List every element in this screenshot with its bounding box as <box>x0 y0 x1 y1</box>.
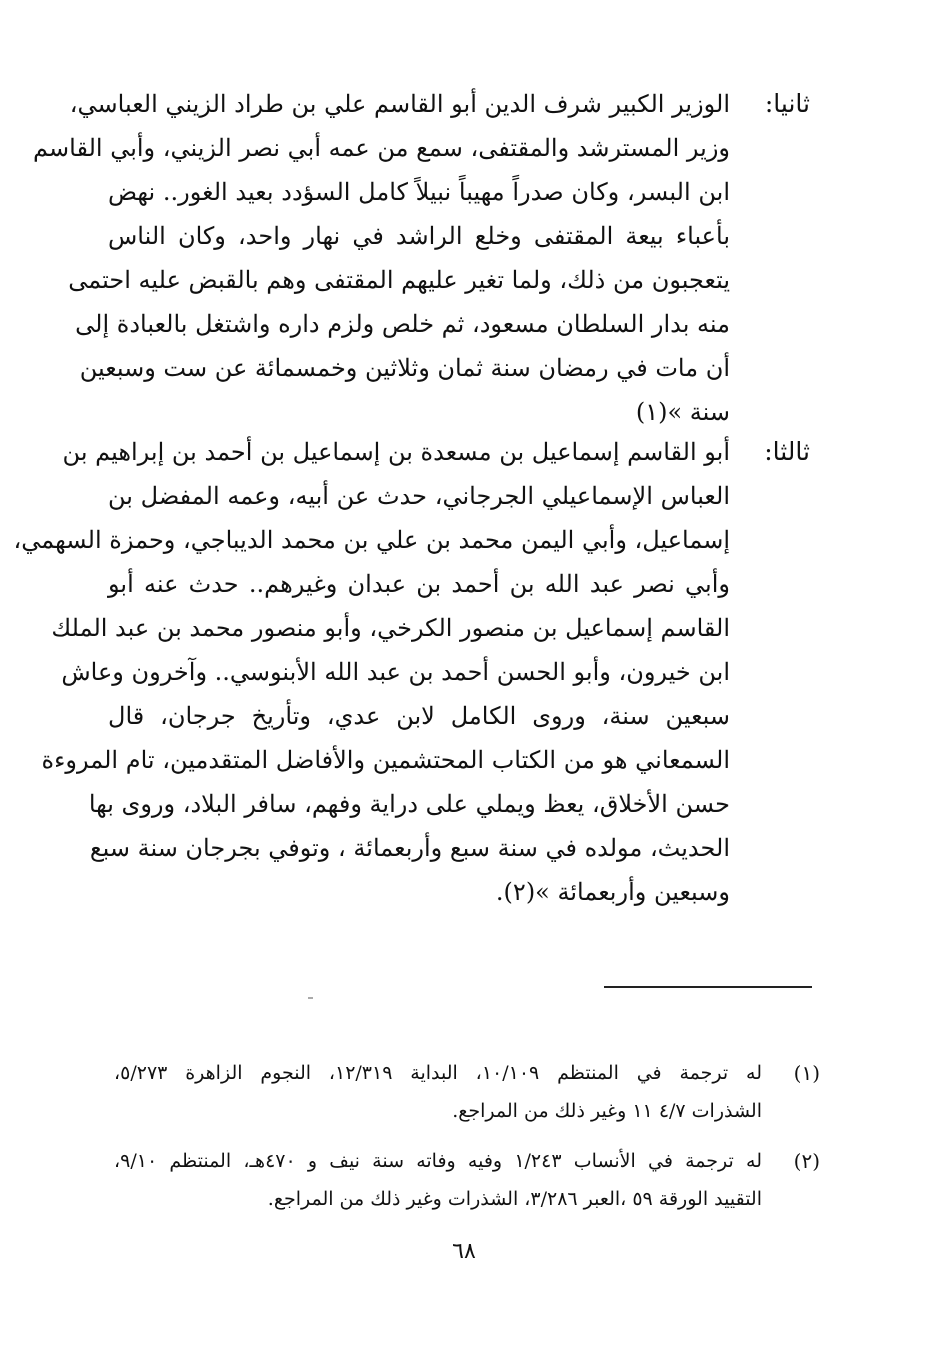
footnote-line: التقييد الورقة ٥٩ ،العبر ٣/٢٨٦، الشذرات وغير ذلك من المراجع. <box>267 1188 762 1210</box>
text-line: إسماعيل، وأبي اليمن محمد بن علي بن محمد الديباجي، وحمزة السهمي، <box>13 526 730 554</box>
footnote-line: الشذرات ٤/٧ ١١ وغير ذلك من المراجع. <box>452 1100 762 1122</box>
entry-label: ثانيا: <box>764 89 810 118</box>
text-line: يتعجبون من ذلك، ولما تغير عليهم المقتفى وهم بالقبض عليه احتمى <box>68 266 730 294</box>
text-line: سبعين سنة، وروى الكامل لابن عدي، وتأريخ جرجان، قال <box>108 702 730 730</box>
text-line: القاسم إسماعيل بن منصور الكرخي، وأبو منصور محمد بن عبد الملك <box>51 614 730 642</box>
footnote <box>0 1142 928 1230</box>
entry-label: ثالثا: <box>764 437 810 466</box>
text-line: حسن الأخلاق، يعظ ويملي على دراية وفهم، سافر البلاد، وروى بها <box>88 790 730 818</box>
footnote-number: (٢) <box>793 1149 820 1173</box>
text-line: العباس الإسماعيلي الجرجاني، حدث عن أبيه، وعمه المفضل بن <box>108 482 730 510</box>
text-line: الوزير الكبير شرف الدين أبو القاسم علي بن طراد الزيني العباسي، <box>69 90 730 118</box>
text-line: بأعباء بيعة المقتفى وخلع الراشد في نهار واحد، وكان الناس <box>108 222 730 250</box>
footnote-number: (١) <box>793 1061 820 1085</box>
text-line: وسبعين وأربعمائة »(٢). <box>495 878 730 906</box>
text-line: أن مات في رمضان سنة ثمان وثلاثين وخمسمائة عن ست وسبعين <box>79 354 730 382</box>
footnote-text <box>114 1054 762 1130</box>
text-line: ابن البسر، وكان صدراً مهيباً نبيلاً كامل السؤدد بعيد الغور.. نهض <box>108 178 730 206</box>
entry-text <box>33 82 730 434</box>
text-line: الحديث، مولده في سنة سبع وأربعمائة ، وتوفي بجرجان سنة سبع <box>89 834 730 862</box>
text-line: ابن خيرون، وأبو الحسن أحمد بن عبد الله الأبنوسي.. وآخرون وعاش <box>61 658 730 686</box>
text-line: سنة »(١) <box>635 398 730 426</box>
text-line: السمعاني هو من الكتاب المحتشمين والأفاضل المتقدمين، تام المروءة <box>41 746 730 774</box>
page-number: ٦٨ <box>452 1239 476 1264</box>
footnote-line: له ترجمة في المنتظم ١٠/١٠٩، البداية ١٢/٣١٩، النجوم الزاهرة ٥/٢٧٣، <box>114 1062 762 1084</box>
entry-text <box>13 430 730 914</box>
print-speck <box>308 997 313 999</box>
footnote <box>0 1054 928 1142</box>
footnotes <box>0 1054 928 1230</box>
text-line: أبو القاسم إسماعيل بن مسعدة بن إسماعيل بن أحمد بن إبراهيم بن <box>62 438 730 466</box>
footnote-separator <box>604 986 812 988</box>
footnote-text <box>114 1142 762 1218</box>
text-line: وزير المسترشد والمقتفى، سمع من عمه أبي نصر الزيني، وأبي القاسم <box>33 134 730 162</box>
footnote-line: له ترجمة في الأنساب ١/٢٤٣ وفيه وفاته سنة نيف و ٤٧٠هـ، المنتظم ٩/١٠، <box>114 1150 762 1172</box>
text-line: وأبي نصر عبد الله بن أحمد بن عبدان وغيرهم.. حدث عنه أبو <box>108 570 730 598</box>
text-line: منه بدار السلطان مسعود، ثم خلص ولزم داره واشتغل بالعبادة إلى <box>75 310 730 338</box>
